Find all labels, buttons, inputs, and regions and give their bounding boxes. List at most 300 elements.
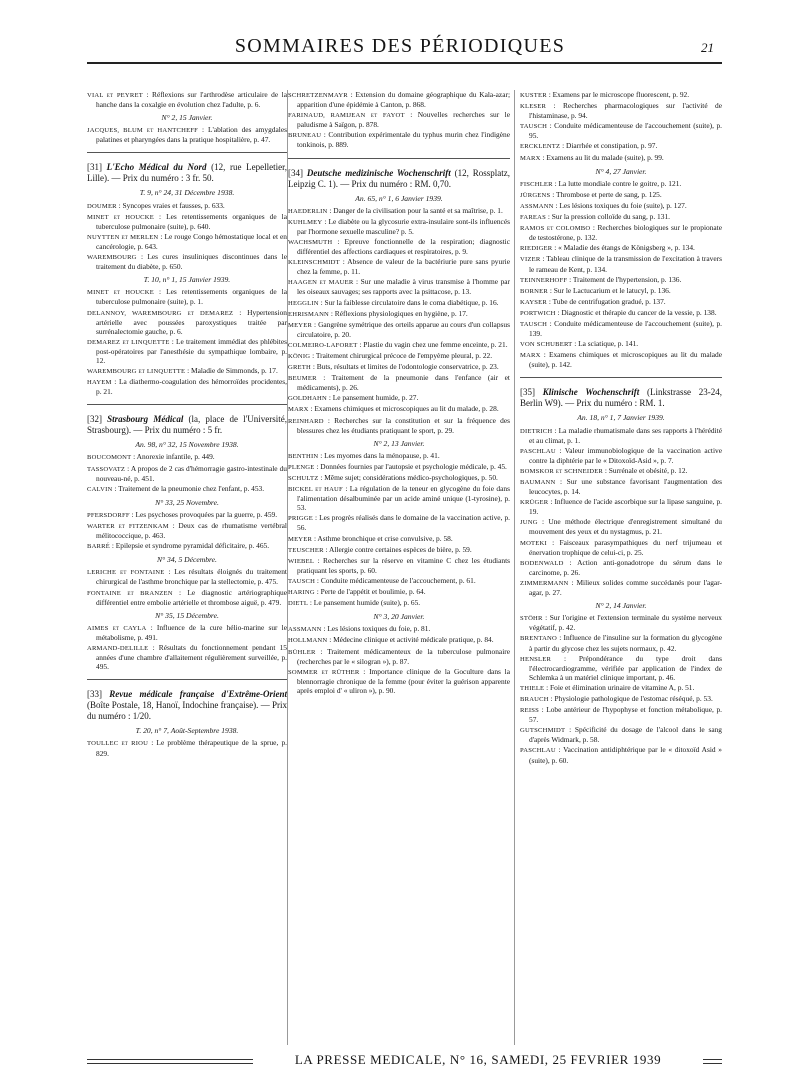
issue-heading: An. 98, n° 32, 15 Novembre 1938.	[135, 440, 239, 450]
article-authors: SCHRETZENMAYR	[288, 92, 348, 99]
article-title: : Sur le Lactucarium et le latucyl, p. 136.	[549, 285, 671, 295]
article-authors: ASSMANN	[288, 626, 322, 634]
article-entry	[288, 320, 510, 339]
article-authors: HOLLMANN	[288, 637, 328, 645]
journal-details: (Boîte Postale, 18, Hanoï, Indochine française). — Prix du numéro : 1/20.	[87, 700, 287, 722]
article-authors: GOLDHAHN	[288, 395, 327, 403]
article-title: : Traitement de la pneumonie chez l'enfant, p. 453.	[114, 483, 265, 493]
journal-name: Klinische Wochenschrift	[542, 387, 640, 398]
article-entry	[520, 319, 722, 338]
header-rule	[87, 62, 722, 64]
article-title: : Examens par le microscope fluorescent, p. 92.	[548, 90, 690, 99]
article-authors: DIETL	[288, 600, 309, 608]
article-title: : Conduite médicamenteuse de l'accouchement (suite), p. 95.	[529, 121, 722, 141]
article-authors: FISCHLER	[520, 180, 553, 188]
article-entry	[288, 462, 510, 472]
article-authors: COLMEIRO-LAFORET	[288, 341, 358, 349]
article-entry	[87, 337, 287, 365]
article-title: : « Maladie des étangs de Königsberg », p. 134.	[554, 243, 695, 253]
article-title: : Perte de l'appétit et boulimie, p. 64.	[316, 587, 426, 597]
article-entry	[288, 556, 510, 575]
article-authors: LERICHE et FONTAINE	[87, 569, 165, 577]
journal-name: Strasbourg Médical	[107, 414, 184, 425]
article-entry	[288, 484, 510, 512]
section-separator	[87, 679, 287, 680]
article-authors: EHRISMANN	[288, 310, 329, 318]
article-authors: TAUSCH	[520, 123, 548, 131]
article-entry	[520, 201, 722, 211]
article-authors: BÜHLER	[288, 648, 316, 656]
article-authors: THIELE	[520, 684, 545, 692]
article-title: : Réflexions physiologiques en hygiène, p. 17.	[330, 308, 468, 318]
article-entry	[87, 212, 287, 231]
article-title: : Epreuve fonctionnelle de la respiration; diagnostic différentiel des affections cardiaques et respiratoires, p. 9.	[297, 236, 510, 257]
article-entry	[87, 588, 287, 607]
journal-heading	[87, 162, 287, 184]
article-authors: PORTWICH	[520, 309, 556, 317]
article-entry	[288, 217, 510, 236]
article-authors: BRAUCH	[520, 695, 549, 703]
article-entry	[87, 541, 287, 551]
article-entry	[288, 451, 510, 461]
journal-details: (la, place de l'Université, Strasbourg). — Prix du numéro : 5 fr.	[87, 414, 287, 436]
article-entry	[288, 309, 510, 319]
article-entry	[288, 587, 510, 597]
article-authors: DELANNOY, WAREMBOURG et DEMAREZ	[87, 309, 234, 317]
article-authors: HAAGEN et MAUER	[288, 279, 354, 287]
journal-number: [31]	[87, 162, 102, 173]
article-entry	[288, 351, 510, 361]
article-authors: WIEBEL	[288, 557, 315, 565]
article-title: : Syncopes vraies et fausses, p. 633.	[118, 200, 225, 210]
article-title: : Examens au lit du malade (suite), p. 99.	[542, 152, 664, 162]
article-title: : Asthme bronchique et crise convulsive, p. 58.	[313, 533, 453, 543]
article-title: : Sur l'origine et l'extension terminale du système nerveux végétatif, p. 42.	[529, 613, 722, 633]
article-entry	[288, 647, 510, 666]
article-title: : Lobe antérieur de l'hypophyse et fonction métabolique, p. 57.	[529, 705, 722, 725]
article-entry	[87, 464, 287, 483]
article-entry	[288, 416, 510, 435]
article-entry	[520, 683, 722, 693]
article-authors: HAEDERLIN	[288, 207, 328, 215]
article-entry	[87, 510, 287, 520]
footer-rule-left	[87, 1059, 253, 1064]
article-entry	[288, 340, 510, 350]
article-entry	[520, 153, 722, 163]
article-entry	[520, 477, 722, 496]
article-title: : Médecine clinique et activité médicale pratique, p. 84.	[329, 635, 494, 645]
article-authors: VON SCHUBERT	[520, 341, 573, 349]
issue-heading: An. 18, n° 1, 7 Janvier 1939.	[577, 413, 665, 423]
article-title: : Diarrhée et constipation, p. 97.	[562, 141, 658, 151]
footer-rule-right	[703, 1059, 722, 1064]
article-authors: HAYEM	[87, 379, 112, 387]
article-title: : Faisceaux parasympathiques du nerf trijumeau et énervation trophique de celui-ci, p. 25.	[529, 537, 722, 557]
article-title: : Influence de l'acide ascorbique sur la lipase sanguine, p. 19.	[529, 497, 722, 517]
section-separator	[520, 377, 722, 378]
article-entry	[520, 446, 722, 465]
article-authors: WACHSMUTH	[288, 238, 333, 246]
article-authors: DEMAREZ et LINQUETTE	[87, 338, 170, 346]
journal-number: [34]	[288, 167, 303, 178]
article-title: : Absence de valeur de la bactériurie pure sans pyurie chez la femme, p. 11.	[297, 257, 510, 277]
article-entry	[288, 90, 510, 109]
article-entry	[87, 125, 287, 144]
article-authors: TOULLEC et RIOU	[87, 740, 149, 748]
article-title: : Données fournies par l'autopsie et psychologie médicale, p. 45.	[316, 461, 507, 471]
article-entry	[520, 654, 722, 682]
page-number: 21	[701, 40, 714, 55]
article-authors: CALVIN	[87, 485, 113, 493]
article-title: : Maladie de Simmonds, p. 17.	[187, 366, 278, 376]
article-entry	[288, 545, 510, 555]
section-separator	[87, 152, 287, 153]
article-title: : Conduite médicamenteuse de l'accouchement, p. 61.	[316, 575, 476, 585]
article-entry	[87, 232, 287, 251]
article-entry	[520, 223, 722, 242]
article-authors: GRETH	[288, 364, 311, 372]
article-authors: KLEINSCHMIDT	[288, 259, 340, 267]
article-title: : Examens chimiques et microscopiques au lit du malade, p. 28.	[310, 404, 499, 414]
article-title: : Plastie du vagin chez une femme enceinte, p. 21.	[359, 339, 508, 349]
article-entry	[520, 141, 722, 151]
journal-name: L'Echo Médical du Nord	[106, 162, 207, 173]
article-authors: NUYTTEN et MERLEN	[87, 233, 159, 241]
article-authors: KUSTER	[520, 92, 547, 99]
issue-heading: N° 34, 5 Décembre.	[157, 555, 217, 565]
issue-heading: N° 2, 15 Janvier.	[161, 113, 213, 123]
article-entry	[288, 130, 510, 149]
article-title: : Les myomes dans la ménopause, p. 41.	[320, 450, 440, 460]
article-title: : Buts, résultats et limites de l'odontologie conservatrice, p. 23.	[312, 362, 499, 372]
article-entry	[520, 101, 722, 120]
article-title: : Le diabète ou la glycosurie extra-insulaire sont-ils influencés par l'hormone sexuelle masculine? p. 5.	[297, 216, 510, 236]
article-entry	[87, 738, 287, 757]
article-title: : Sur la pression colloïde du sang, p. 131.	[547, 212, 670, 222]
issue-heading: N° 2, 13 Janvier.	[373, 438, 425, 448]
issue-heading: N° 35, 15 Décembre.	[155, 610, 219, 620]
article-authors: WAREMBOURG	[87, 254, 137, 262]
article-title: : Les psychoses provoquées par la guerre, p. 459.	[131, 509, 278, 519]
article-title: : Influence de l'insuline sur la formation du glycogène à partir du glycose chez les sujets normaux, p. 42.	[529, 633, 722, 653]
article-entry	[520, 466, 722, 476]
article-entry	[520, 426, 722, 445]
article-authors: KLESER	[520, 103, 547, 111]
article-title: : Recherches sur la réserve en vitamine C chez les étudiants pratiquant les sports, p. 60.	[297, 555, 510, 575]
article-authors: MARX	[520, 154, 541, 162]
article-authors: ARMAND-DELILLE	[87, 645, 149, 653]
issue-heading: N° 33, 25 Novembre.	[155, 497, 219, 507]
article-title: : Deux cas de rhumatisme vertébral mélitococcique, p. 463.	[96, 521, 287, 541]
issue-heading: T. 20, n° 7, Août-Septembre 1938.	[135, 726, 239, 736]
article-entry	[520, 558, 722, 577]
article-authors: JUNG	[520, 519, 538, 527]
article-authors: BORNER	[520, 287, 548, 295]
article-authors: MINET et HOUCKE	[87, 213, 154, 221]
issue-heading: N° 3, 20 Janvier.	[373, 612, 425, 622]
article-entry	[288, 404, 510, 414]
article-title: : Recherches sur la constitution et sur la fréquence des blessures chez les étudiants pratiquant le sport, p. 29.	[297, 415, 510, 435]
article-title: : Sur la faiblesse circulatoire dans le coma diabétique, p. 16.	[320, 297, 499, 307]
article-authors: REISS	[520, 707, 539, 715]
article-title: : Prépondérance du type droit dans l'électrocardiogramme, vérifiée par application de l'index de Schlemka à un matériel clinique important, p. 46.	[529, 653, 722, 682]
article-authors: MEYER	[288, 535, 313, 543]
journal-number: [33]	[87, 689, 102, 700]
article-title: : Même sujet; considérations médico-psychologiques, p. 50.	[320, 473, 498, 482]
article-entry	[520, 578, 722, 597]
article-entry	[87, 308, 287, 336]
article-title: : La diathermo-coagulation des hémorroïdes procidentes, p. 21.	[96, 377, 287, 397]
article-title: : Traitement médicamenteux de la tuberculose pulmonaire (recherches par le « silogran »), p. 87.	[297, 646, 510, 666]
article-title: : Tube de centrifugation gradué, p. 137.	[548, 296, 666, 306]
article-authors: PLENGE	[288, 463, 315, 471]
column-middle	[288, 90, 510, 1045]
article-authors: TAUSCH	[288, 577, 316, 585]
article-entry	[520, 121, 722, 140]
article-authors: HENSLER	[520, 655, 552, 663]
article-entry	[520, 297, 722, 307]
article-title: : Valeur immunobiologique de la vaccination active contre la diphtérie par le « Ditoxoïd-Asid », p. 7.	[529, 445, 722, 465]
article-title: : Importance clinique de la Goculture dans la blennorragie chronique de la femme (pour éviter la guérison apparente après emploi d' « uliron »), p. 90.	[297, 666, 510, 695]
article-entry	[288, 257, 510, 276]
article-authors: RAMOS et COLOMBO	[520, 225, 591, 233]
article-title: : Les lésions toxiques du foie (suite), p. 127.	[555, 200, 687, 210]
section-separator	[87, 404, 287, 405]
article-authors: KRÜGER	[520, 499, 549, 507]
article-authors: MINET et HOUCKE	[87, 289, 154, 297]
article-title: : Le problème thérapeutique de la sprue, p. 829.	[96, 738, 287, 758]
article-authors: REINHARD	[288, 417, 324, 425]
article-title: : Influence de la cure hélio-marine sur le métabolisme, p. 491.	[96, 622, 287, 642]
article-authors: WAREMBOURG et LINQUETTE	[87, 368, 186, 376]
article-entry	[288, 206, 510, 216]
section-separator	[288, 158, 510, 159]
article-title: : Sur une substance favorisant l'augmentation des leucocytes, p. 14.	[529, 477, 722, 497]
article-title: : La lutte mondiale contre le goitre, p. 121.	[554, 178, 682, 188]
article-title: : Le traitement immédiat des phlébites post-opératoires par l'anesthésie du sympathique lombaire, p. 12.	[96, 336, 287, 365]
article-title: : Danger de la civilisation pour la santé et sa maîtrise, p. 1.	[329, 205, 503, 215]
article-entry	[87, 377, 287, 396]
article-entry	[87, 252, 287, 271]
issue-heading: N° 2, 14 Janvier.	[595, 601, 647, 611]
article-entry	[520, 339, 722, 349]
article-entry	[87, 452, 287, 462]
article-entry	[288, 277, 510, 296]
issue-heading: N° 4, 27 Janvier.	[595, 166, 647, 176]
article-authors: JÜRGENS	[520, 191, 551, 199]
article-authors: STÖHR	[520, 615, 543, 623]
article-title: : Foie et élimination urinaire de vitamine A, p. 51.	[546, 682, 695, 692]
article-authors: BARRÉ	[87, 543, 110, 551]
article-authors: TEINNERHOFF	[520, 276, 568, 284]
article-authors: BICKEL et HAUF	[288, 486, 343, 494]
article-title: : Tableau clinique de la transmission de l'excitation à travers le rameau de Kent, p. 134.	[529, 254, 722, 274]
article-authors: KUHLMEY	[288, 218, 323, 226]
article-title: : Diagnostic et thérapie du cancer de la vessie, p. 138.	[557, 307, 717, 317]
journal-name: Revue médicale française d'Extrême-Orient	[109, 689, 287, 700]
article-authors: ZIMMERMANN	[520, 579, 569, 587]
article-title: : Sur une maladie à virus transmise à l'homme par les oiseaux sauvages; ses rapports avec la psittacose, p. 13.	[297, 277, 510, 297]
article-title: : Le diagnostic artériographique différentiel entre embolie artérielle et thrombose aiguë, p. 479.	[96, 587, 287, 607]
article-entry	[520, 613, 722, 632]
article-authors: TAUSCH	[520, 320, 548, 328]
article-entry	[520, 350, 722, 369]
article-entry	[288, 667, 510, 695]
article-title: : La maladie rhumatismale dans ses rapports à l'hérédité et au climat, p. 1.	[529, 425, 722, 445]
article-title: : Les retentissements organiques de la tuberculose pulmonaire (suite), p. 640.	[96, 211, 287, 231]
article-authors: BOMSKOR et SCHNEIDER	[520, 467, 604, 475]
journal-heading	[288, 168, 510, 190]
issue-heading: An. 65, n° 1, 6 Janvier 1939.	[355, 193, 443, 203]
article-title: : A propos de 2 cas d'hémorragie gastro-intestinale du nouveau-né, p. 451.	[96, 463, 287, 483]
article-title: : Réflexions sur l'arthrodèse articulaire de la hanche dans la coxalgie en évolution chez l'adulte, p. 6.	[96, 90, 287, 110]
article-entry	[288, 635, 510, 645]
article-authors: WARTER et FITZENKAM	[87, 523, 169, 530]
article-title: : Hypertension artérielle avec poussées paroxystiques traitée par surrénalectomie gauche, p. 6.	[96, 307, 287, 336]
article-entry	[520, 633, 722, 652]
journal-details: (12, Rossplatz, Leipzig C. 1). — Prix du numéro : RM. 0,70.	[288, 167, 510, 189]
article-entry	[87, 567, 287, 586]
article-entry	[520, 517, 722, 536]
article-authors: FAREAS	[520, 214, 546, 222]
article-entry	[520, 745, 722, 764]
article-entry	[520, 286, 722, 296]
article-title: : Conduite médicamenteuse de l'accouchement (suite), p. 139.	[529, 318, 722, 339]
article-authors: VIZER	[520, 256, 541, 264]
article-authors: BAUMANN	[520, 479, 556, 486]
article-authors: RIEDIGER	[520, 245, 553, 253]
journal-number: [32]	[87, 414, 102, 425]
article-authors: HARING	[288, 589, 315, 597]
page-title: SOMMAIRES DES PÉRIODIQUES	[234, 35, 566, 57]
column-right	[520, 90, 722, 1045]
article-title: : La sciatique, p. 141.	[574, 339, 639, 349]
article-title: : Epilepsie et syndrome pyramidal déficitaire, p. 465.	[111, 541, 270, 551]
article-entry	[288, 110, 510, 129]
article-title: : Le pansement humide (suite), p. 65.	[309, 598, 421, 608]
article-entry	[87, 484, 287, 494]
journal-heading	[520, 387, 722, 409]
article-authors: BEUMER	[288, 375, 317, 383]
article-authors: MOTEKI	[520, 539, 547, 547]
article-entry	[288, 513, 510, 532]
article-entry	[288, 362, 510, 372]
article-authors: GUTSCHMIDT	[520, 727, 566, 735]
article-title: : Contribution expérimentale du typhus murin chez l'indigène tonkinois, p. 889.	[297, 130, 510, 150]
article-entry	[288, 237, 510, 256]
article-authors: ERCKLENTZ	[520, 143, 561, 151]
article-title: : Une méthode électrique d'enregistrement simultané du mouvement des yeux et du nystagmus, p. 21.	[529, 517, 722, 537]
article-entry	[520, 275, 722, 285]
page-footer	[87, 1052, 722, 1068]
article-title: : Traitement chirurgical précoce de l'empyème pleural, p. 22.	[312, 350, 493, 360]
journal-number: [35]	[520, 387, 535, 398]
article-entry	[87, 366, 287, 376]
journal-name: Deutsche medizinische Wochenschrift	[306, 167, 451, 178]
article-authors: SCHULTZ	[288, 475, 319, 482]
article-title: : Les progrès réalisés dans le domaine de la vaccination active, p. 56.	[297, 513, 510, 533]
footer-text: LA PRESSE MEDICALE, N° 16, SAMEDI, 25 FEVRIER 1939	[294, 1052, 662, 1067]
article-authors: KAYSER	[520, 298, 547, 306]
journal-heading	[87, 414, 287, 436]
article-entry	[520, 90, 722, 100]
article-entry	[520, 190, 722, 200]
article-title: : Les retentissements organiques de la tuberculose pulmonaire (suite), p. 1.	[96, 287, 287, 307]
article-entry	[520, 212, 722, 222]
journal-heading	[87, 689, 287, 722]
article-authors: SOMMER et RÜTHER	[288, 668, 360, 676]
article-authors: KÖNIG	[288, 352, 311, 360]
article-entry	[520, 308, 722, 318]
article-title: : Résultats du fonctionnement pendant 15 années d'une chambre d'allaitement régulièrement surveillée, p. 495.	[96, 643, 287, 672]
article-authors: BOUCOMONT	[87, 454, 132, 462]
article-authors: AIMES et CAYLA	[87, 624, 147, 632]
article-title: : L'ablation des amygdales palatines et pharyngées dans la pratique hospitalière, p. 47.	[96, 125, 287, 145]
article-entry	[520, 497, 722, 516]
article-entry	[87, 623, 287, 642]
article-title: : Recherches pharmacologiques sur l'activité de l'histaminase, p. 94.	[529, 101, 722, 121]
article-authors: FARINAUD, RAMIJEAN et FAYOT	[288, 112, 405, 120]
article-authors: TASSOVATZ	[87, 465, 126, 473]
article-title: : Nouvelles recherches sur le paludisme à Saïgon, p. 878.	[297, 110, 510, 130]
journal-details: (Linkstrasse 23-24, Berlin W9). — Prix du numéro : RM. 1.	[520, 387, 722, 409]
article-entry	[520, 254, 722, 273]
article-entry	[520, 725, 722, 744]
article-entry	[288, 624, 510, 634]
article-title: : Vaccination antidiphtérique par le « ditoxoïd Asid » (suite), p. 60.	[529, 745, 722, 765]
article-authors: FONTAINE et BRANZEN	[87, 589, 173, 597]
article-authors: JACQUES, BLUM et HANTCHEFF	[87, 127, 199, 135]
article-authors: ASSMANN	[520, 202, 554, 210]
article-entry	[288, 534, 510, 544]
article-title: : Le pansement humide, p. 27.	[328, 393, 419, 403]
article-entry	[87, 521, 287, 540]
article-entry	[288, 473, 510, 483]
article-title: : Traitement de la pneumonie dans l'enfance (air et médicaments), p. 26.	[297, 373, 510, 393]
article-title: : Les lésions toxiques du foie, p. 81.	[323, 624, 431, 634]
article-authors: BENTHIN	[288, 452, 319, 460]
article-authors: HEGGLIN	[288, 299, 319, 307]
article-authors: BODENWALD	[520, 559, 564, 567]
article-title: : Spécificité du dosage de l'alcool dans le sang d'après Widmark, p. 58.	[529, 725, 722, 745]
issue-heading: T. 9, n° 24, 31 Décembre 1938.	[139, 188, 235, 198]
article-title: : Milieux solides comme succédanés pour l'agar-agar, p. 27.	[529, 577, 722, 598]
issue-heading: T. 10, n° 1, 15 Janvier 1939.	[143, 275, 231, 285]
article-authors: PASCHLAU	[520, 747, 556, 755]
article-authors: VIAL et PEYRET	[87, 92, 143, 99]
article-entry	[288, 298, 510, 308]
article-title: : Anorexie infantile, p. 449.	[133, 452, 215, 462]
article-authors: MEYER	[288, 321, 313, 329]
article-entry	[288, 598, 510, 608]
article-entry	[87, 643, 287, 671]
column-left	[87, 90, 287, 1045]
article-authors: DIETRICH	[520, 427, 553, 435]
article-title: : Les résultats éloignés du traitement chirurgical de l'asthme bronchique par la stellectomie, p. 475.	[96, 567, 287, 587]
article-entry	[520, 705, 722, 724]
article-authors: PASCHLAU	[520, 447, 556, 455]
article-title: : Extension du domaine géographique du Kala-azar; apparition d'une épidémie à Canton, p. 868.	[297, 90, 510, 110]
article-title: : Examens chimiques et microscopiques au lit du malade (suite), p. 142.	[529, 350, 722, 370]
article-title: : Action anti-gonadotrope du sérum dans le carcinome, p. 26.	[529, 557, 722, 577]
article-title: : Traitement de l'hypertension, p. 136.	[569, 274, 682, 284]
article-entry	[520, 243, 722, 253]
article-entry	[288, 576, 510, 586]
article-entry	[87, 90, 287, 109]
article-authors: BRENTANO	[520, 635, 557, 643]
article-title: : Recherches biologiques sur le propionate de testostérone, p. 132.	[529, 223, 722, 243]
column-divider	[514, 90, 515, 1045]
